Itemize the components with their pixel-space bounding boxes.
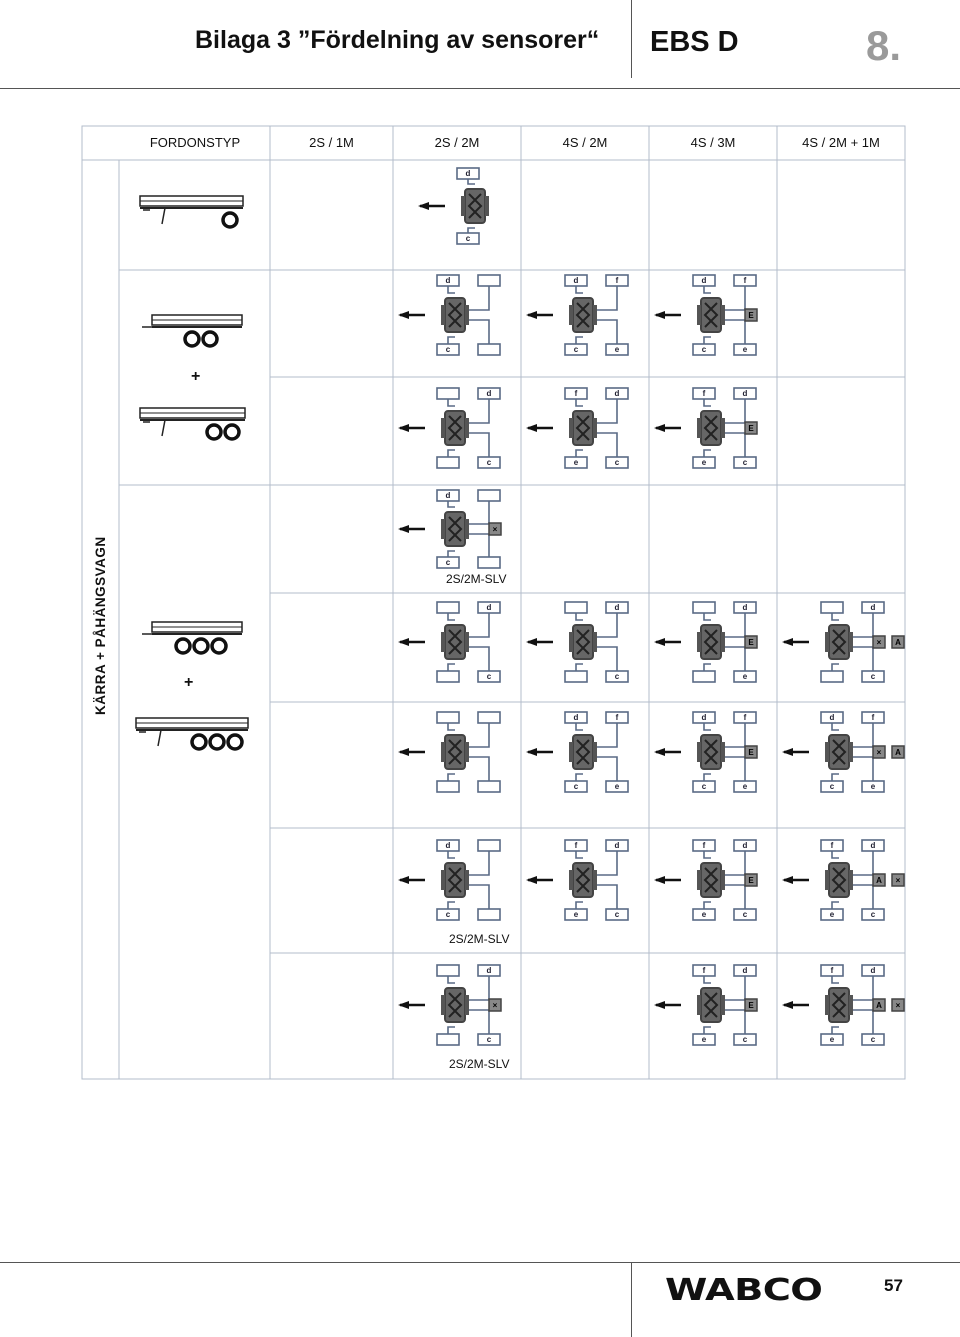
svg-text:e: e xyxy=(829,910,835,919)
svg-text:f: f xyxy=(871,713,875,722)
svg-text:d: d xyxy=(445,841,451,850)
svg-text:e: e xyxy=(573,910,579,919)
svg-text:d: d xyxy=(614,603,620,612)
svg-text:c: c xyxy=(486,672,492,681)
diagram-r7-1 xyxy=(526,840,628,920)
diagram-r5-1 xyxy=(526,602,628,682)
svg-text:d: d xyxy=(701,276,707,285)
svg-text:d: d xyxy=(486,603,492,612)
svg-text:c: c xyxy=(870,1035,876,1044)
diagram-semi-1axle-2s2m xyxy=(418,168,489,244)
svg-text:c: c xyxy=(445,558,451,567)
svg-text:d: d xyxy=(870,966,876,975)
semi-trailer-3axle-icon xyxy=(136,718,248,749)
svg-text:c: c xyxy=(573,345,579,354)
svg-text:d: d xyxy=(614,841,620,850)
column-header-vehicle-type: FORDONSTYP xyxy=(149,135,241,150)
svg-text:×: × xyxy=(895,876,901,885)
svg-text:e: e xyxy=(614,345,620,354)
diagram-r8-4s2m1m xyxy=(782,965,904,1045)
diagram-r6-0 xyxy=(398,712,500,792)
diagram-r3-2s2m xyxy=(398,388,500,468)
svg-text:d: d xyxy=(870,603,876,612)
svg-text:c: c xyxy=(829,782,835,791)
diagram-r6-3 xyxy=(782,712,904,792)
semi-trailer-2axle-icon xyxy=(140,408,245,439)
svg-text:c: c xyxy=(742,1035,748,1044)
svg-text:d: d xyxy=(614,389,620,398)
svg-text:f: f xyxy=(574,841,578,850)
svg-text:d: d xyxy=(486,389,492,398)
svg-text:e: e xyxy=(701,1035,707,1044)
svg-text:d: d xyxy=(486,966,492,975)
page-number: 57 xyxy=(884,1276,903,1295)
svg-text:e: e xyxy=(829,1035,835,1044)
drawbar-trailer-2axle-icon xyxy=(142,315,242,346)
svg-text:f: f xyxy=(743,276,747,285)
plus-sign-2: + xyxy=(184,674,194,691)
svg-text:A: A xyxy=(895,748,901,757)
svg-text:e: e xyxy=(742,672,748,681)
svg-text:c: c xyxy=(870,672,876,681)
diagram-r8-4s3m xyxy=(654,965,757,1045)
svg-text:f: f xyxy=(830,841,834,850)
svg-text:c: c xyxy=(445,345,451,354)
svg-text:c: c xyxy=(614,672,620,681)
diagram-r7-3 xyxy=(782,840,904,920)
diagram-r7-0 xyxy=(398,840,500,920)
svg-text:d: d xyxy=(445,276,451,285)
diagram-r3-4s3m xyxy=(654,388,757,468)
svg-text:×: × xyxy=(492,1001,498,1010)
svg-text:f: f xyxy=(830,966,834,975)
svg-text:f: f xyxy=(702,389,706,398)
wheel xyxy=(203,332,217,346)
svg-text:E: E xyxy=(748,1001,754,1010)
diagram-r2-4s2m xyxy=(526,275,628,355)
svg-text:d: d xyxy=(701,713,707,722)
svg-text:f: f xyxy=(615,713,619,722)
wheel xyxy=(223,213,237,227)
diagram-r7-2 xyxy=(654,840,757,920)
footer-rule xyxy=(0,1262,960,1263)
wheel xyxy=(176,639,190,653)
svg-text:e: e xyxy=(573,458,579,467)
svg-text:c: c xyxy=(445,910,451,919)
svg-text:d: d xyxy=(445,491,451,500)
svg-text:f: f xyxy=(615,276,619,285)
column-header-2s-2m: 2S / 2M xyxy=(434,135,480,150)
svg-text:×: × xyxy=(876,748,882,757)
svg-text:E: E xyxy=(748,748,754,757)
svg-text:d: d xyxy=(870,841,876,850)
semi-trailer-1axle-icon xyxy=(140,196,243,227)
svg-text:f: f xyxy=(574,389,578,398)
diagram-r4-slv xyxy=(398,490,501,568)
svg-text:d: d xyxy=(742,389,748,398)
svg-text:d: d xyxy=(573,713,579,722)
svg-text:c: c xyxy=(742,910,748,919)
column-header-4s-3m: 4S / 3M xyxy=(690,135,736,150)
diagram-r5-3 xyxy=(782,602,904,682)
wheel xyxy=(228,735,242,749)
svg-text:e: e xyxy=(870,782,876,791)
svg-text:×: × xyxy=(895,1001,901,1010)
svg-text:A: A xyxy=(876,876,882,885)
svg-text:d: d xyxy=(742,966,748,975)
diagram-r5-2 xyxy=(654,602,757,682)
svg-text:c: c xyxy=(701,782,707,791)
svg-text:c: c xyxy=(486,1035,492,1044)
svg-text:d: d xyxy=(742,603,748,612)
svg-text:e: e xyxy=(614,782,620,791)
footer-divider xyxy=(631,1262,632,1337)
svg-text:c: c xyxy=(465,234,471,243)
section-number: 8. xyxy=(866,22,902,69)
diagram-r6-2 xyxy=(654,712,757,792)
svg-text:E: E xyxy=(748,311,754,320)
wheel xyxy=(210,735,224,749)
svg-text:c: c xyxy=(486,458,492,467)
svg-text:c: c xyxy=(614,910,620,919)
svg-text:e: e xyxy=(701,910,707,919)
svg-text:d: d xyxy=(573,276,579,285)
drawbar-trailer-3axle-icon xyxy=(142,622,242,653)
svg-text:f: f xyxy=(743,713,747,722)
row-group-label: KÄRRA + PÅHÄNGSVAGN xyxy=(93,536,108,715)
wheel xyxy=(207,425,221,439)
svg-text:×: × xyxy=(492,525,498,534)
svg-text:c: c xyxy=(701,345,707,354)
svg-text:c: c xyxy=(742,458,748,467)
svg-text:E: E xyxy=(748,876,754,885)
svg-text:e: e xyxy=(742,782,748,791)
svg-text:A: A xyxy=(876,1001,882,1010)
svg-text:f: f xyxy=(702,841,706,850)
svg-text:f: f xyxy=(702,966,706,975)
column-header-4s-2m-1m: 4S / 2M + 1M xyxy=(802,135,880,150)
diagram-r2-2s2m xyxy=(398,275,500,355)
column-header-2s-1m: 2S / 1M xyxy=(309,135,354,150)
diagram-r2-4s3m xyxy=(654,275,757,355)
wheel xyxy=(192,735,206,749)
svg-text:d: d xyxy=(465,169,471,178)
wheel xyxy=(225,425,239,439)
wheel xyxy=(185,332,199,346)
sensor-diagrams xyxy=(398,168,904,1045)
diagram-r5-0 xyxy=(398,602,500,682)
wheel xyxy=(212,639,226,653)
diagram-r8-slv xyxy=(398,965,501,1045)
svg-text:E: E xyxy=(748,424,754,433)
diagram-r3-4s2m xyxy=(526,388,628,468)
svg-text:e: e xyxy=(742,345,748,354)
svg-text:c: c xyxy=(614,458,620,467)
slv-label-3: 2S/2M-SLV xyxy=(449,1057,510,1071)
column-header-4s-2m: 4S / 2M xyxy=(562,135,608,150)
svg-text:A: A xyxy=(895,638,901,647)
svg-text:d: d xyxy=(742,841,748,850)
document-title: Bilaga 3 ”Fördelning av sensorer“ xyxy=(195,26,600,54)
vehicle-icons xyxy=(136,196,248,749)
wheel xyxy=(194,639,208,653)
wabco-logo: WABCO xyxy=(665,1273,823,1308)
slv-label-2: 2S/2M-SLV xyxy=(449,932,510,946)
svg-text:d: d xyxy=(829,713,835,722)
svg-text:c: c xyxy=(573,782,579,791)
plus-sign-1: + xyxy=(191,368,201,385)
svg-text:c: c xyxy=(870,910,876,919)
svg-text:e: e xyxy=(701,458,707,467)
model-name: EBS D xyxy=(650,26,739,58)
slv-label-1: 2S/2M-SLV xyxy=(446,572,507,586)
svg-text:×: × xyxy=(876,638,882,647)
diagram-r6-1 xyxy=(526,712,628,792)
svg-text:E: E xyxy=(748,638,754,647)
